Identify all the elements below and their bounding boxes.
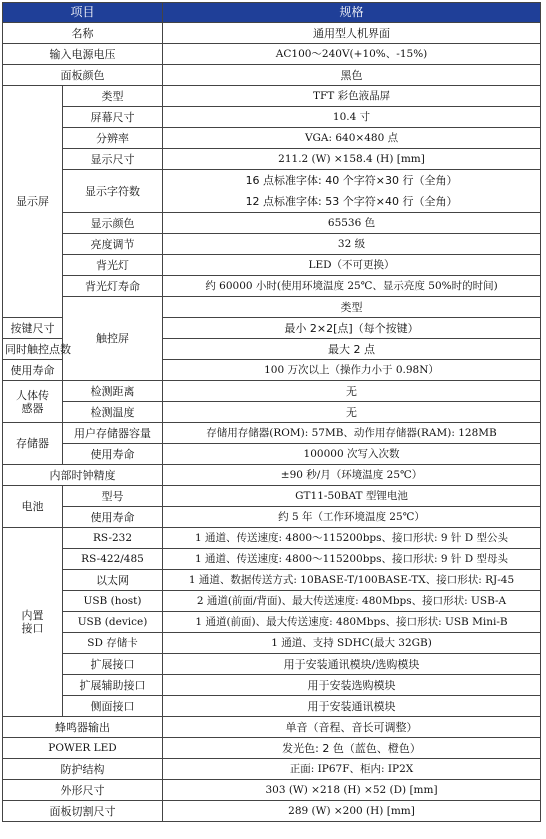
group-sensor-line1: 人体传 — [16, 388, 49, 402]
table-row — [3, 23, 541, 44]
row-label: 面板颜色 — [3, 65, 163, 86]
spec-table — [2, 2, 541, 822]
row-label: 检测温度 — [63, 402, 163, 423]
row-label: 使用寿命 — [63, 444, 163, 465]
header-row — [3, 3, 541, 23]
table-row — [3, 675, 541, 696]
table-row — [3, 591, 541, 612]
row-label: 分辨率 — [63, 128, 163, 149]
row-value: 用于安装通讯模块 — [163, 696, 541, 717]
row-label: 类型 — [163, 297, 541, 318]
row-label: 检测距离 — [63, 381, 163, 402]
row-value: 1 通道(前面)、最大传送速度: 480Mbps、接口形状: USB Mini-B — [163, 612, 541, 633]
row-label: 背光灯 — [63, 255, 163, 276]
table-row — [3, 528, 541, 549]
row-label: 扩展接口 — [63, 654, 163, 675]
table-row — [3, 255, 541, 276]
table-row — [3, 801, 541, 822]
row-value: 1 通道、数据传送方式: 10BASE-T/100BASE-TX、接口形状: RJ-45 — [163, 570, 541, 591]
row-value: 211.2 (W) ×158.4 (H) [mm] — [163, 149, 541, 170]
table-row — [3, 717, 541, 738]
group-sensor — [3, 381, 63, 423]
row-value: AC100～240V(+10%、-15%) — [163, 44, 541, 65]
table-row — [3, 759, 541, 780]
table-row — [3, 149, 541, 170]
row-label: 外形尺寸 — [3, 780, 163, 801]
row-value: 1 通道、支持 SDHC(最大 32GB) — [163, 633, 541, 654]
row-label: 按键尺寸 — [3, 318, 63, 339]
row-value: 单音（音程、音长可调整） — [163, 717, 541, 738]
header-spec: 规格 — [163, 3, 541, 23]
group-interfaces-line2: 接口 — [21, 622, 44, 635]
table-row — [3, 276, 541, 297]
row-value: 1 通道、传送速度: 4800～115200bps、接口形状: 9 针 D 型母头 — [163, 549, 541, 570]
row-value: LED（不可更换） — [163, 255, 541, 276]
row-label: 以太网 — [63, 570, 163, 591]
row-label: 名称 — [3, 23, 163, 44]
row-label: USB (device) — [63, 612, 163, 633]
group-sensor-line2: 感器 — [21, 401, 44, 415]
table-row — [3, 633, 541, 654]
row-value: 用于安装通讯模块/选购模块 — [163, 654, 541, 675]
row-value: 65536 色 — [163, 213, 541, 234]
table-row — [3, 65, 541, 86]
row-value: GT11-50BAT 型锂电池 — [163, 486, 541, 507]
group-display: 显示屏 — [3, 86, 63, 318]
row-label: 显示颜色 — [63, 213, 163, 234]
table-row — [3, 612, 541, 633]
row-label: 显示尺寸 — [63, 149, 163, 170]
table-row — [3, 213, 541, 234]
row-value: VGA: 640×480 点 — [163, 128, 541, 149]
table-row — [3, 381, 541, 402]
table-row — [3, 423, 541, 444]
row-label: 类型 — [63, 86, 163, 107]
row-label: 输入电源电压 — [3, 44, 163, 65]
row-label: 屏幕尺寸 — [63, 107, 163, 128]
row-label: RS-232 — [63, 528, 163, 549]
row-label: POWER LED — [3, 738, 163, 759]
char-line: 16 点标准字体: 40 个字符×30 行（全角） — [245, 174, 458, 187]
row-value: 最大 2 点 — [163, 339, 541, 360]
row-value: 发光色: 2 色（蓝色、橙色） — [163, 738, 541, 759]
row-value: 用于安装选购模块 — [163, 675, 541, 696]
row-value: 无 — [163, 381, 541, 402]
row-label: 型号 — [63, 486, 163, 507]
row-label: 使用寿命 — [63, 507, 163, 528]
group-storage: 存储器 — [3, 423, 63, 465]
table-row — [3, 234, 541, 255]
header-item: 项目 — [3, 3, 163, 23]
row-label: 侧面接口 — [63, 696, 163, 717]
char-line: 12 点标准字体: 53 个字符×40 行（全角） — [245, 195, 458, 208]
row-label: 内部时钟精度 — [3, 465, 163, 486]
table-row — [3, 696, 541, 717]
row-value: 10.4 寸 — [163, 107, 541, 128]
row-value: 32 级 — [163, 234, 541, 255]
row-label: 显示字符数 — [63, 170, 163, 213]
table-row — [3, 465, 541, 486]
row-label: 用户存储器容量 — [63, 423, 163, 444]
table-row — [3, 44, 541, 65]
row-value: 通用型人机界面 — [163, 23, 541, 44]
row-value: TFT 彩色液晶屏 — [163, 86, 541, 107]
row-value: 约 60000 小时(使用环境温度 25℃、显示亮度 50%时的时间) — [163, 276, 541, 297]
table-row — [3, 297, 541, 318]
row-value: ±90 秒/月（环境温度 25℃） — [163, 465, 541, 486]
table-row — [3, 654, 541, 675]
row-label: 防护结构 — [3, 759, 163, 780]
group-interfaces-line1: 内置 — [21, 609, 44, 622]
row-value: 289 (W) ×200 (H) [mm] — [163, 801, 541, 822]
group-interfaces — [3, 528, 63, 717]
table-row — [3, 570, 541, 591]
row-label: 面板切割尺寸 — [3, 801, 163, 822]
row-value: 100 万次以上（操作力小于 0.98N） — [163, 360, 541, 381]
table-row — [3, 738, 541, 759]
row-value: 100000 次写入次数 — [163, 444, 541, 465]
table-row — [3, 86, 541, 107]
row-value: 正面: IP67F、柜内: IP2X — [163, 759, 541, 780]
table-row — [3, 170, 541, 213]
row-value: 无 — [163, 402, 541, 423]
table-row — [3, 507, 541, 528]
row-value: 1 通道、传送速度: 4800～115200bps、接口形状: 9 针 D 型公头 — [163, 528, 541, 549]
row-label: 扩展辅助接口 — [63, 675, 163, 696]
row-value: 303 (W) ×218 (H) ×52 (D) [mm] — [163, 780, 541, 801]
table-row — [3, 549, 541, 570]
row-value: 最小 2×2[点]（每个按键） — [163, 318, 541, 339]
table-row — [3, 128, 541, 149]
row-label: 使用寿命 — [3, 360, 63, 381]
row-value: 存储用存储器(ROM): 57MB、动作用存储器(RAM): 128MB — [163, 423, 541, 444]
table-row — [3, 402, 541, 423]
group-touch: 触控屏 — [63, 297, 163, 381]
row-label: SD 存储卡 — [63, 633, 163, 654]
table-row — [3, 107, 541, 128]
row-label: 同时触控点数 — [3, 339, 63, 360]
table-row — [3, 780, 541, 801]
table-row — [3, 444, 541, 465]
row-value — [163, 170, 541, 213]
row-value: 黑色 — [163, 65, 541, 86]
row-label: USB (host) — [63, 591, 163, 612]
row-label: 亮度调节 — [63, 234, 163, 255]
row-value: 2 通道(前面/背面)、最大传送速度: 480Mbps、接口形状: USB-A — [163, 591, 541, 612]
row-label: RS-422/485 — [63, 549, 163, 570]
row-value: 约 5 年（工作环境温度 25℃） — [163, 507, 541, 528]
row-label: 蜂鸣器输出 — [3, 717, 163, 738]
row-label: 背光灯寿命 — [63, 276, 163, 297]
group-battery: 电池 — [3, 486, 63, 528]
table-row — [3, 486, 541, 507]
